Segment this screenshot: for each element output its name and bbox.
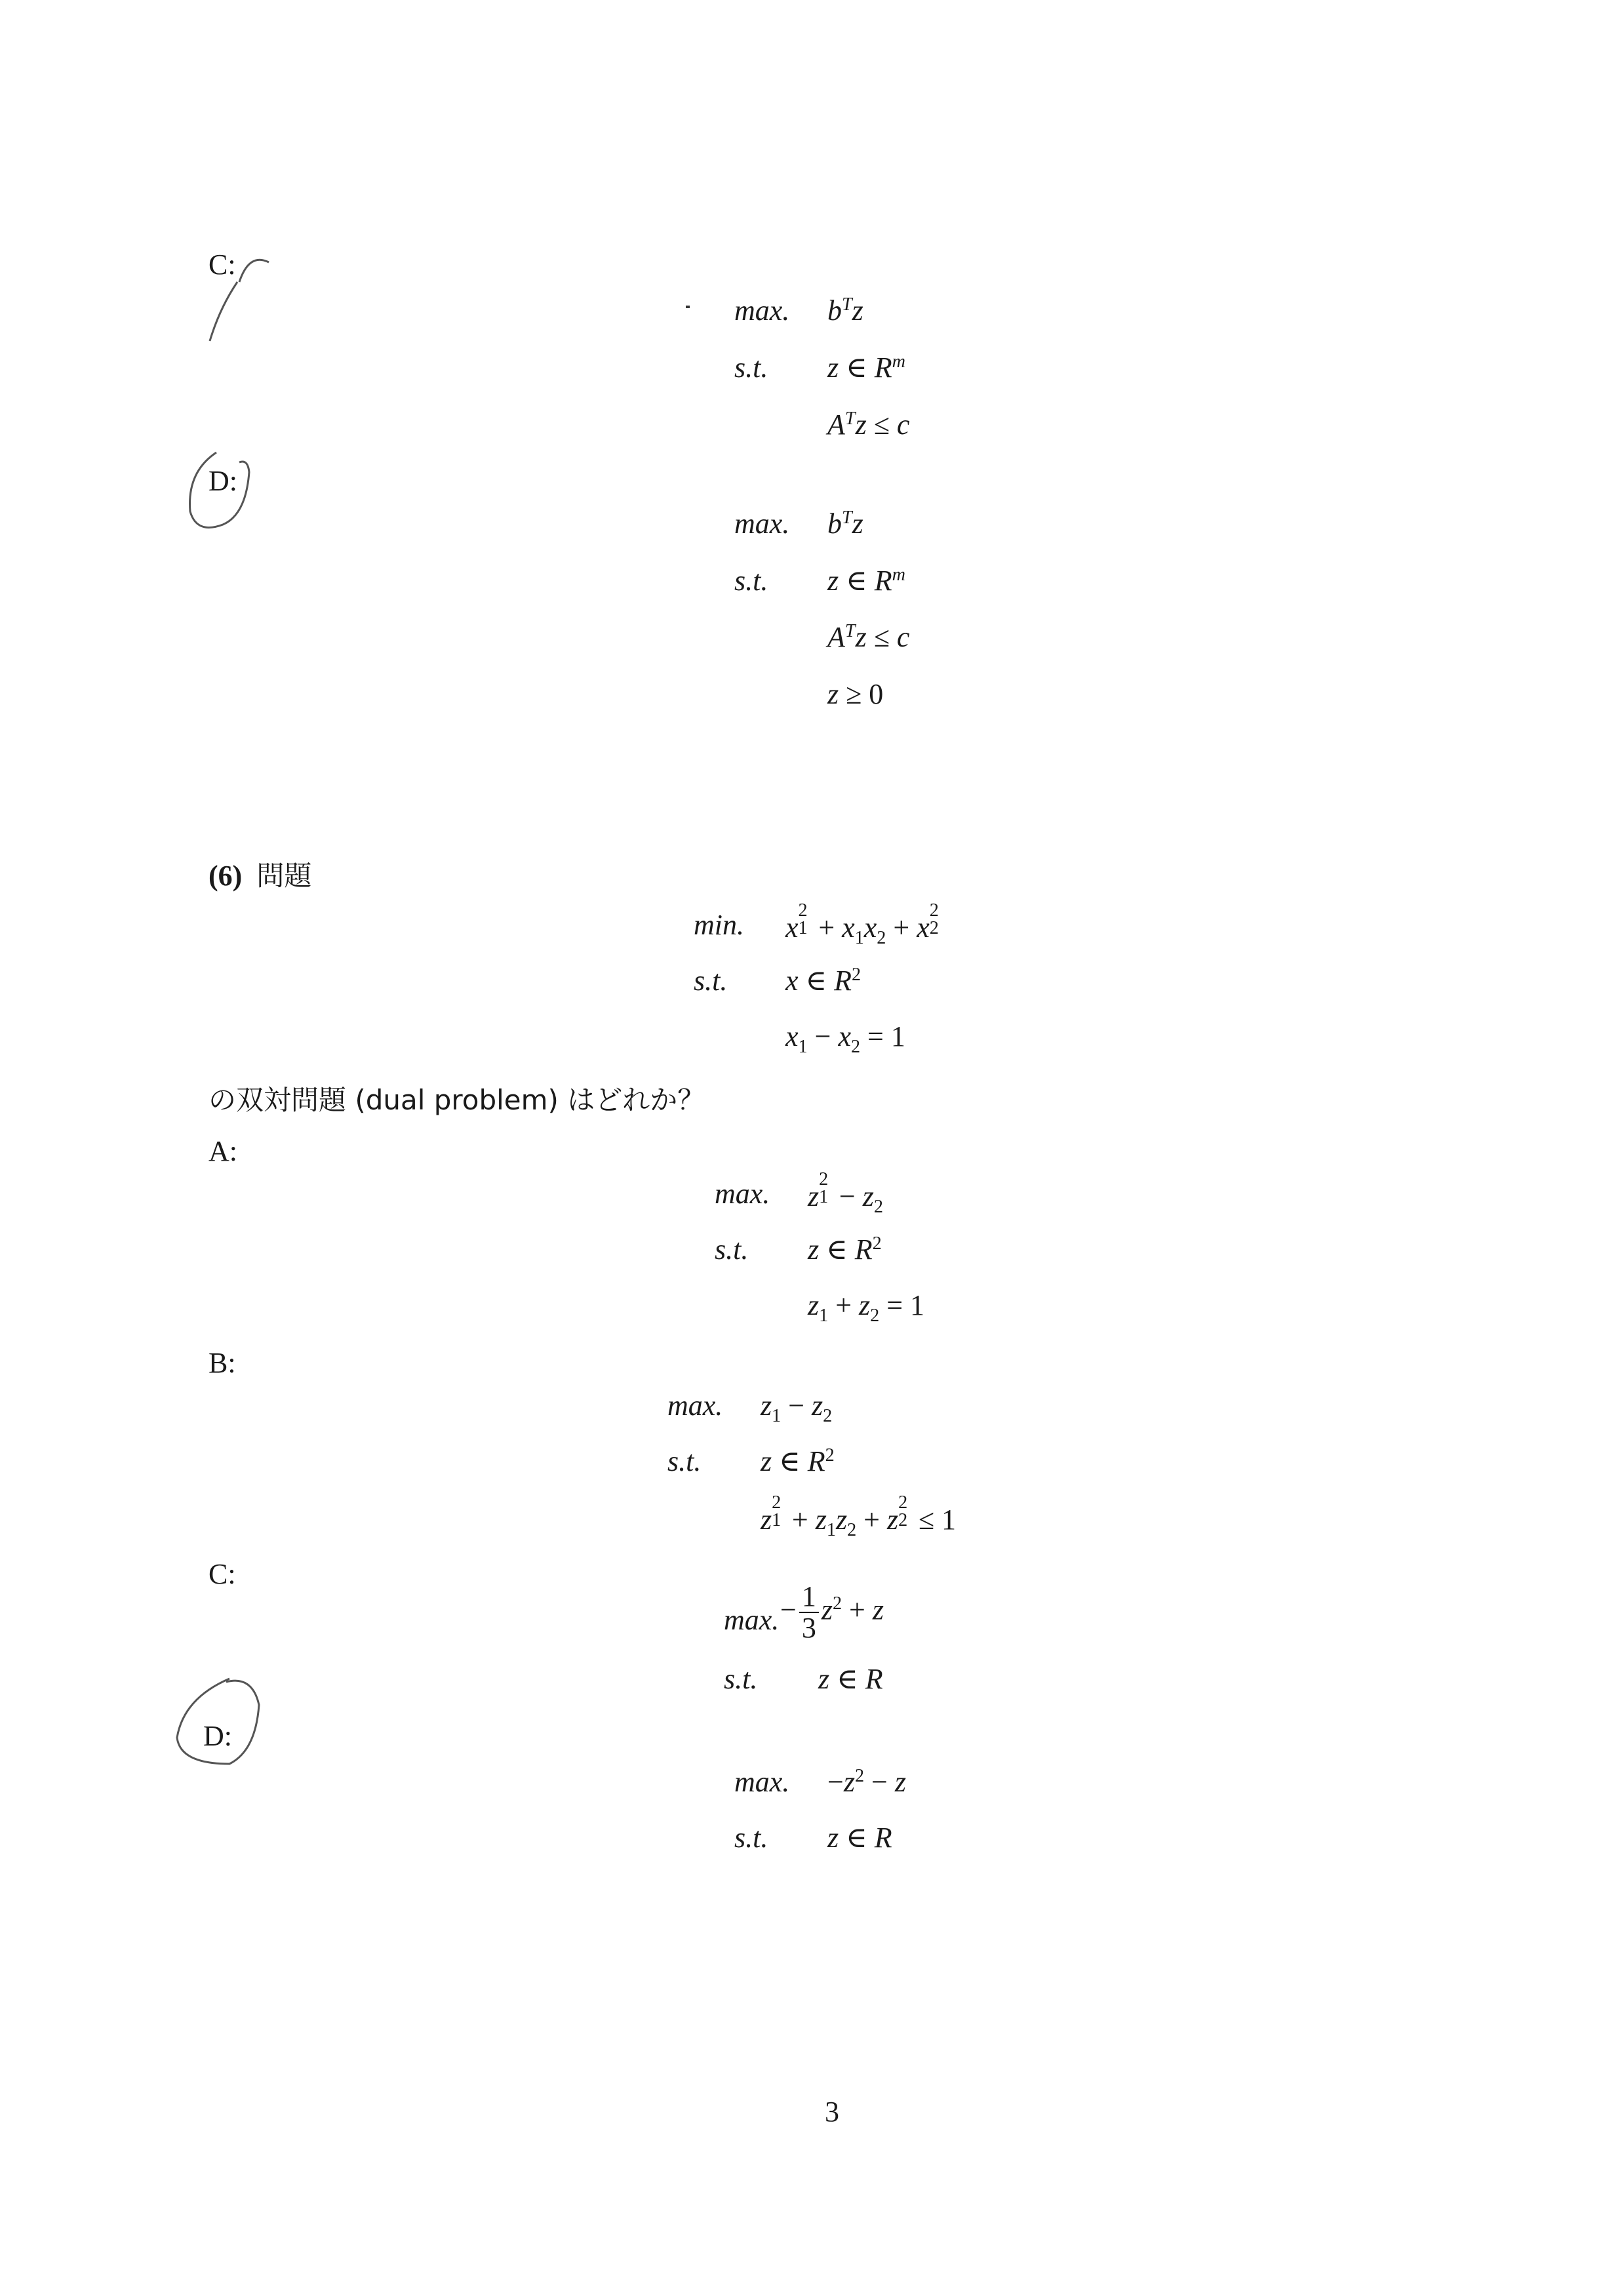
- objective-expression: x 2 1 + $x_1x_2 + x$ 2 2: [785, 900, 939, 948]
- objective-expression: $-z^2 - z$: [827, 1765, 906, 1798]
- question-title: 問題: [256, 860, 312, 892]
- constraint-keyword: s.t.: [734, 351, 768, 384]
- constraint-keyword: s.t.: [694, 965, 728, 997]
- objective-expression: $z_1 - z_2$: [761, 1389, 833, 1426]
- objective-keyword: max.: [734, 1766, 790, 1798]
- constraint-inequality: $A^Tz \le c$: [827, 620, 910, 653]
- constraint-domain: x ∈ $R^2$: [785, 964, 862, 997]
- objective-expression: $b^Tz$: [827, 507, 863, 540]
- constraint-equality: $z_1 + z_2 = 1$: [808, 1289, 925, 1326]
- objective-keyword: max.: [734, 508, 790, 540]
- question-6-heading: [208, 854, 311, 894]
- option-d-label: D:: [208, 465, 237, 497]
- objective-expression: $b^Tz$: [827, 294, 863, 327]
- constraint-domain: z ∈ R: [827, 1822, 892, 1854]
- option-c-label: C:: [208, 249, 236, 281]
- question-text: の双対問題 (dual problem) はどれか？: [208, 1084, 705, 1116]
- objective-keyword: max.: [724, 1604, 780, 1636]
- constraint-keyword: s.t.: [667, 1445, 702, 1477]
- constraint-nonnegativity: z ≥ 0: [827, 678, 884, 710]
- constraint-domain: z ∈ $R^m$: [827, 351, 905, 384]
- option-b-label: B:: [208, 1347, 236, 1379]
- page-number: 3: [825, 2096, 839, 2128]
- question-number: (6): [208, 860, 243, 892]
- constraint-keyword: s.t.: [734, 565, 768, 597]
- constraint-keyword: s.t.: [724, 1663, 758, 1695]
- constraint-domain: z ∈ R: [818, 1663, 883, 1695]
- option-c-label: C:: [208, 1558, 236, 1590]
- constraint-domain: z ∈ $R^2$: [761, 1445, 835, 1477]
- objective-keyword: max.: [667, 1389, 723, 1422]
- option-d-label: D:: [203, 1720, 232, 1752]
- constraint-domain: z ∈ $R^m$: [827, 564, 905, 597]
- constraint-domain: z ∈ $R^2$: [808, 1233, 882, 1266]
- objective-expression: z 2 1 − $z_2$: [808, 1169, 883, 1217]
- constraint-equality: $x_1 - x_2 = 1$: [785, 1020, 905, 1057]
- objective-keyword: max.: [715, 1178, 770, 1210]
- fraction: $\frac{1}{3}$: [799, 1582, 819, 1643]
- constraint-keyword: s.t.: [734, 1822, 768, 1854]
- constraint-keyword: s.t.: [715, 1233, 749, 1266]
- objective-expression: − $\frac{1}{3}$ $z^2 + z$: [780, 1580, 884, 1645]
- constraint-inequality: $A^Tz \le c$: [827, 408, 910, 441]
- objective-keyword: min.: [694, 909, 744, 941]
- constraint-inequality: z 2 1 + $z_1z_2 + z$ 2 2 ≤ 1: [761, 1492, 957, 1540]
- objective-keyword: max.: [734, 294, 790, 327]
- option-a-label: A:: [208, 1135, 237, 1167]
